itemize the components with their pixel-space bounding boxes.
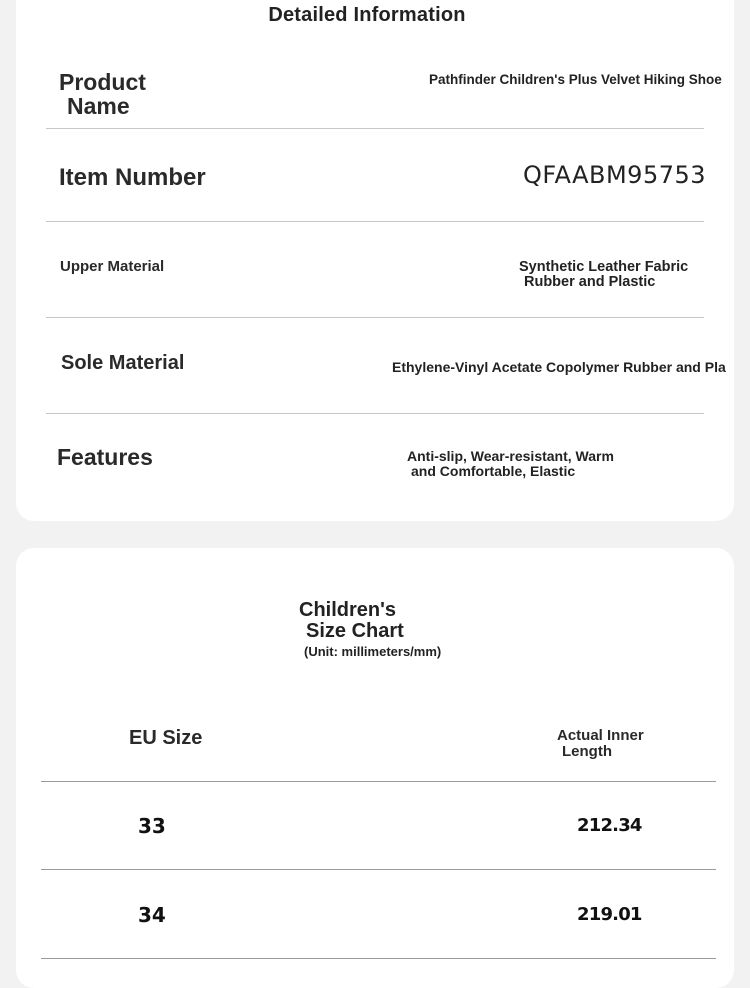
upper-material-value-line2: Rubber and Plastic — [524, 274, 656, 291]
divider — [46, 128, 704, 129]
column-header-inner-length-line1: Actual Inner — [557, 727, 644, 744]
sole-material-label: Sole Material — [61, 352, 185, 374]
column-header-eu-size: EU Size — [129, 727, 203, 749]
divider — [41, 869, 716, 870]
upper-material-label: Upper Material — [60, 258, 165, 275]
product-name-label-line2: Name — [67, 93, 130, 120]
table-cell-eu-size: 33 — [138, 814, 166, 838]
divider — [41, 781, 716, 782]
product-name-label-line1: Product — [59, 69, 146, 95]
divider — [46, 221, 704, 222]
product-name-label — [59, 70, 189, 118]
column-header-inner-length-line2: Length — [562, 742, 612, 760]
upper-material-value — [519, 260, 739, 290]
size-chart-title-line2: Size Chart — [306, 620, 404, 642]
table-cell-inner-length: 212.34 — [577, 815, 642, 836]
detail-title: Detailed Information — [268, 4, 466, 26]
size-chart-card — [16, 548, 734, 988]
features-label: Features — [57, 444, 153, 470]
features-value-line2: and Comfortable, Elastic — [411, 462, 576, 479]
features-value — [407, 449, 667, 478]
table-cell-eu-size: 34 — [138, 903, 166, 927]
size-chart-title-line1: Children's — [299, 599, 396, 621]
divider — [41, 958, 716, 959]
sole-material-value: Ethylene-Vinyl Acetate Copolymer Rubber and Pla — [392, 359, 726, 375]
features-value-line1: Anti-slip, Wear-resistant, Warm — [407, 448, 614, 464]
divider — [46, 413, 704, 414]
size-chart-unit: (Unit: millimeters/mm) — [304, 644, 442, 659]
detail-card — [16, 0, 734, 521]
divider — [46, 317, 704, 318]
item-number-label: Item Number — [59, 164, 206, 191]
item-number-value: QFAABM95753 — [523, 161, 707, 189]
column-header-inner-length — [557, 728, 644, 760]
table-cell-inner-length: 219.01 — [577, 904, 642, 925]
product-name-value: Pathfinder Children's Plus Velvet Hiking Shoe — [429, 72, 722, 87]
size-chart-title — [299, 600, 404, 642]
upper-material-value-line1: Synthetic Leather Fabric — [519, 259, 689, 275]
